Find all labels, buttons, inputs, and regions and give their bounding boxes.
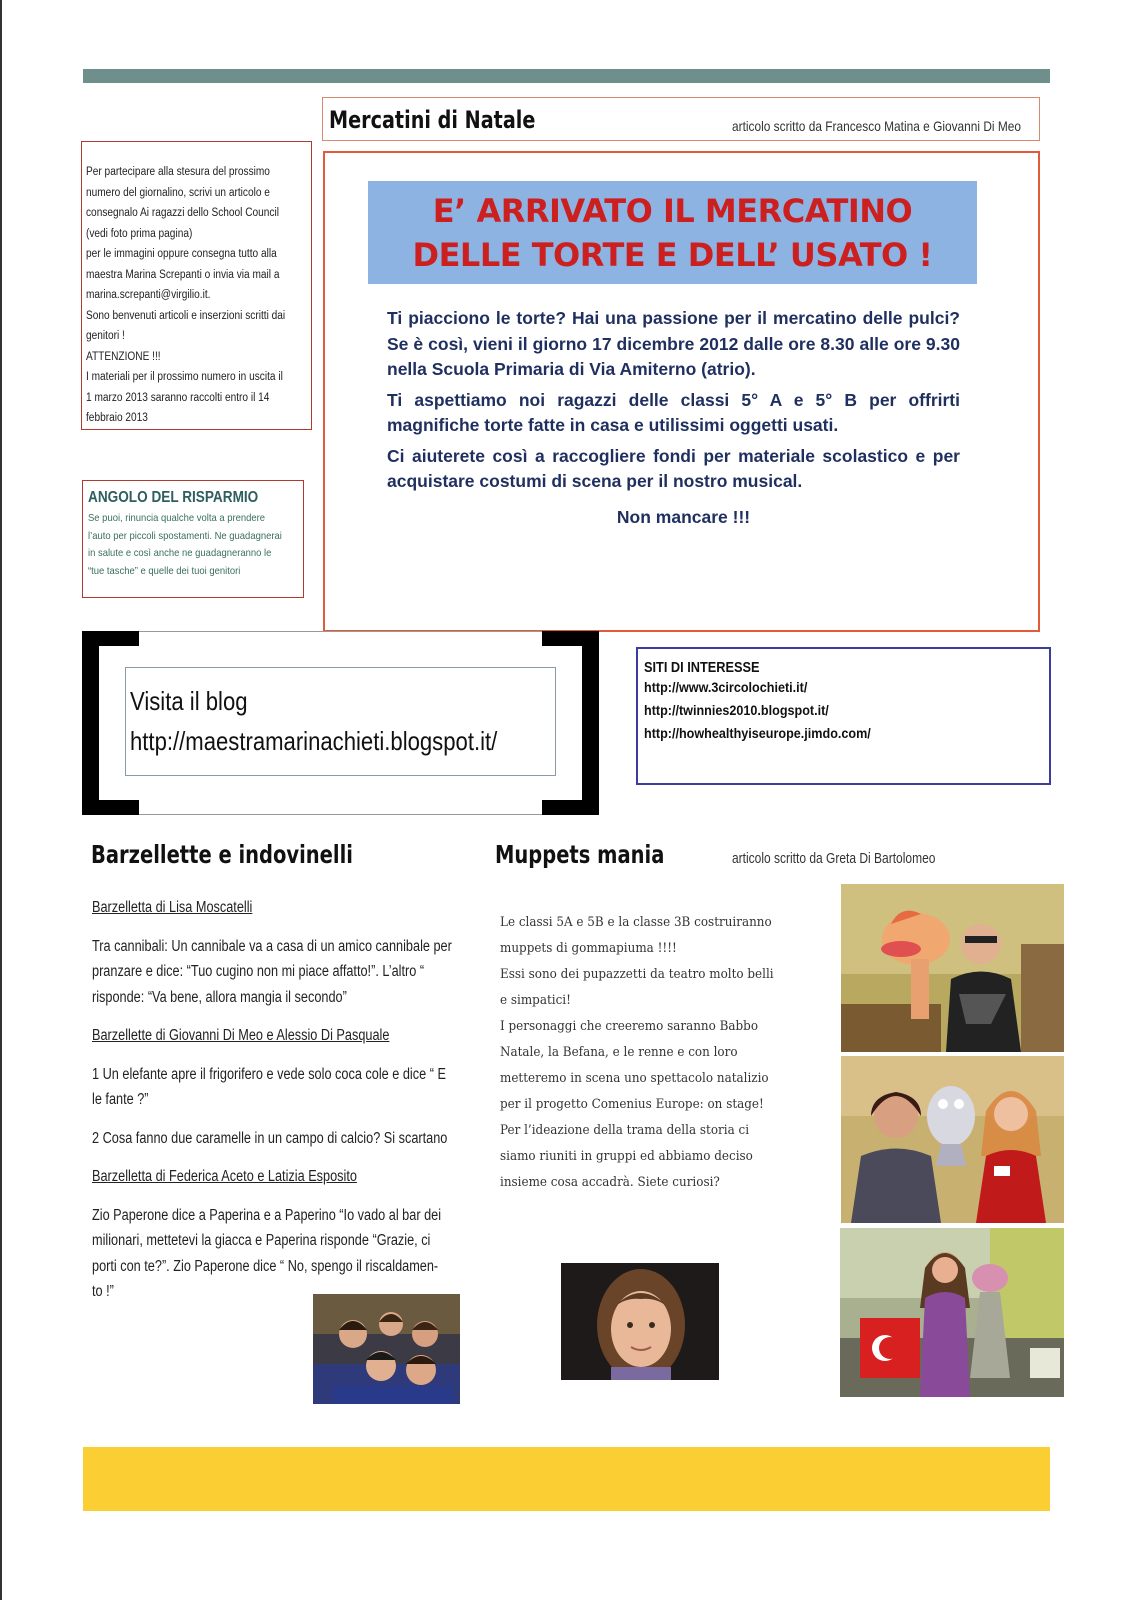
saving-corner-box	[82, 480, 304, 598]
submission-info-box	[81, 141, 312, 430]
site-link[interactable]: http://twinnies2010.blogspot.it/	[644, 702, 829, 718]
banner-line-1: E’ ARRIVATO IL MERCATINO	[432, 192, 913, 230]
bracket-left-bottom	[82, 800, 139, 815]
joke-line: Tra cannibali: Un cannibale va a casa di un amico cannibale per	[92, 937, 452, 955]
sites-title: SITI DI INTERESSE	[644, 659, 760, 676]
joke-heading: Barzellette di Giovanni Di Meo e Alessio Di Pasquale	[92, 1027, 390, 1044]
info-line: numero del giornalino, scrivi un articolo e	[86, 186, 270, 199]
info-line: ATTENZIONE !!!	[86, 350, 161, 363]
site-link[interactable]: http://www.3circolochieti.it/	[644, 679, 808, 695]
muppets-line: insieme cosa accadrà. Siete curiosi?	[500, 1175, 720, 1190]
site-link[interactable]: http://howhealthyiseurope.jimdo.com/	[644, 725, 871, 741]
muppets-line: per il progetto Comenius Europe: on stage!	[500, 1097, 764, 1112]
info-line: marina.screpanti@virgilio.it.	[86, 289, 211, 301]
joke-heading: Barzelletta di Lisa Moscatelli	[92, 899, 253, 916]
joke-heading: Barzelletta di Federica Aceto e Latizia Esposito	[92, 1168, 357, 1185]
muppets-line: muppets di gommapiuma !!!!	[500, 941, 677, 956]
footer-bar	[83, 1447, 1050, 1511]
info-line: 1 marzo 2013 saranno raccolti entro il 14	[86, 391, 270, 404]
girl-portrait-photo	[561, 1263, 719, 1380]
page-edge	[0, 0, 2, 1600]
joke-line: porti con te?”. Zio Paperone dice “ No, spengo il riscaldamen-	[92, 1257, 439, 1275]
mercatini-closing: Non mancare !!!	[616, 506, 751, 527]
saving-line: Se puoi, rinuncia qualche volta a prendere	[88, 512, 266, 524]
info-line: consegnalo Ai ragazzi dello School Council	[86, 207, 279, 219]
muppets-line: Per l’ideazione della trama della storia ci	[500, 1123, 750, 1138]
info-line: I materiali per il prossimo numero in uscita il	[86, 371, 283, 383]
mercatini-paragraph: Ci aiuterete così a raccogliere fondi per materiale scolastico e per acquistare costumi di scena per il nostro musical.	[387, 445, 960, 491]
jokes-body	[92, 895, 472, 1305]
bracket-right-bar	[582, 631, 599, 815]
info-line: (vedi foto prima pagina)	[86, 227, 193, 240]
muppets-title: Muppets mania	[495, 840, 665, 869]
info-line: Per partecipare alla stesura del prossimo	[86, 166, 270, 178]
info-line: febbraio 2013	[86, 412, 148, 424]
mercatini-title-box	[322, 97, 1040, 141]
blog-box	[125, 667, 556, 776]
joke-line: risponde: “Va bene, allora mangia il secondo”	[92, 988, 347, 1006]
mercatini-paragraph: Ti aspettiamo noi ragazzi delle classi 5° A e 5° B per offrirti magnifiche torte fatte in casa e utilissimi oggetti usati.	[387, 389, 960, 435]
joke-line: pranzare e dice: “Tuo cugino non mi piace affatto!”. L’altro “	[92, 963, 425, 980]
header-bar	[83, 69, 1050, 83]
joke-line: milionari, mettetevi la giacca e Paperina risponde “Grazie, ci	[92, 1232, 431, 1249]
saving-title: ANGOLO DEL RISPARMIO	[88, 489, 259, 506]
saving-line: l’auto per piccoli spostamenti. Ne guadagnerai	[88, 529, 282, 542]
joke-line: to !”	[92, 1283, 114, 1300]
muppets-line: Natale, la Befana, e le renne e con loro	[500, 1045, 738, 1060]
mercatini-paragraph: Ti piacciono le torte? Hai una passione per il mercatino delle pulci? Se è così, vieni il giorno 17 dicembre 2012 dalle ore 8.30 alle ore 9.30 nella Scuola Primaria di Via Amiterno (atrio).	[387, 308, 960, 379]
kids-group-photo	[313, 1294, 460, 1404]
bracket-right-top	[542, 631, 599, 646]
jokes-title: Barzellette e indovinelli	[91, 840, 353, 869]
info-line: genitori !	[86, 330, 125, 342]
mercatini-title: Mercatini di Natale	[329, 106, 536, 134]
info-line: per le immagini oppure consegna tutto alla	[86, 248, 277, 260]
muppet-teacher-photo	[841, 884, 1064, 1052]
bracket-left-top	[82, 631, 139, 646]
muppets-line: siamo riuniti in gruppi ed abbiamo deciso	[500, 1149, 753, 1164]
banner-line-2: DELLE TORTE E DELL’ USATO !	[412, 236, 933, 274]
joke-line: 1 Un elefante apre il frigorifero e vede solo coca cole e dice “ E	[92, 1065, 446, 1083]
muppets-line: e simpatici!	[500, 993, 571, 1008]
blog-label: Visita il blog	[130, 686, 248, 716]
joke-line: Zio Paperone dice a Paperina e a Paperino “Io vado al bar dei	[92, 1206, 442, 1224]
info-line: Sono benvenuti articoli e inserzioni scritti dai	[86, 309, 286, 322]
joke-line: le fante ?”	[92, 1091, 149, 1108]
muppet-flag-photo	[840, 1228, 1064, 1397]
blog-link[interactable]: http://maestramarinachieti.blogspot.it/	[130, 726, 498, 756]
muppets-line: Le classi 5A e 5B e la classe 3B costruiranno	[500, 915, 772, 930]
muppet-women-photo	[841, 1056, 1064, 1223]
mercatini-body	[387, 306, 960, 535]
bracket-right-bottom	[542, 800, 599, 815]
muppets-author: articolo scritto da Greta Di Bartolomeo	[732, 850, 936, 867]
info-line: maestra Marina Screpanti o invia via mail a	[86, 268, 280, 281]
muppets-line: metteremo in scena uno spettacolo natalizio	[500, 1071, 769, 1086]
mercatini-banner	[368, 181, 977, 284]
muppets-body	[500, 910, 795, 1196]
mercatini-author: articolo scritto da Francesco Matina e Giovanni Di Meo	[731, 118, 1021, 134]
muppets-line: Essi sono dei pupazzetti da teatro molto belli	[500, 967, 774, 982]
bracket-left-bar	[82, 631, 99, 815]
saving-line: “tue tasche” e quelle dei tuoi genitori	[88, 564, 241, 577]
joke-line: 2 Cosa fanno due caramelle in un campo di calcio? Si scartano	[92, 1129, 448, 1147]
sites-box	[636, 647, 1051, 785]
muppets-line: I personaggi che creeremo saranno Babbo	[500, 1019, 759, 1034]
saving-line: in salute e così anche ne guadagneranno le	[88, 547, 272, 559]
